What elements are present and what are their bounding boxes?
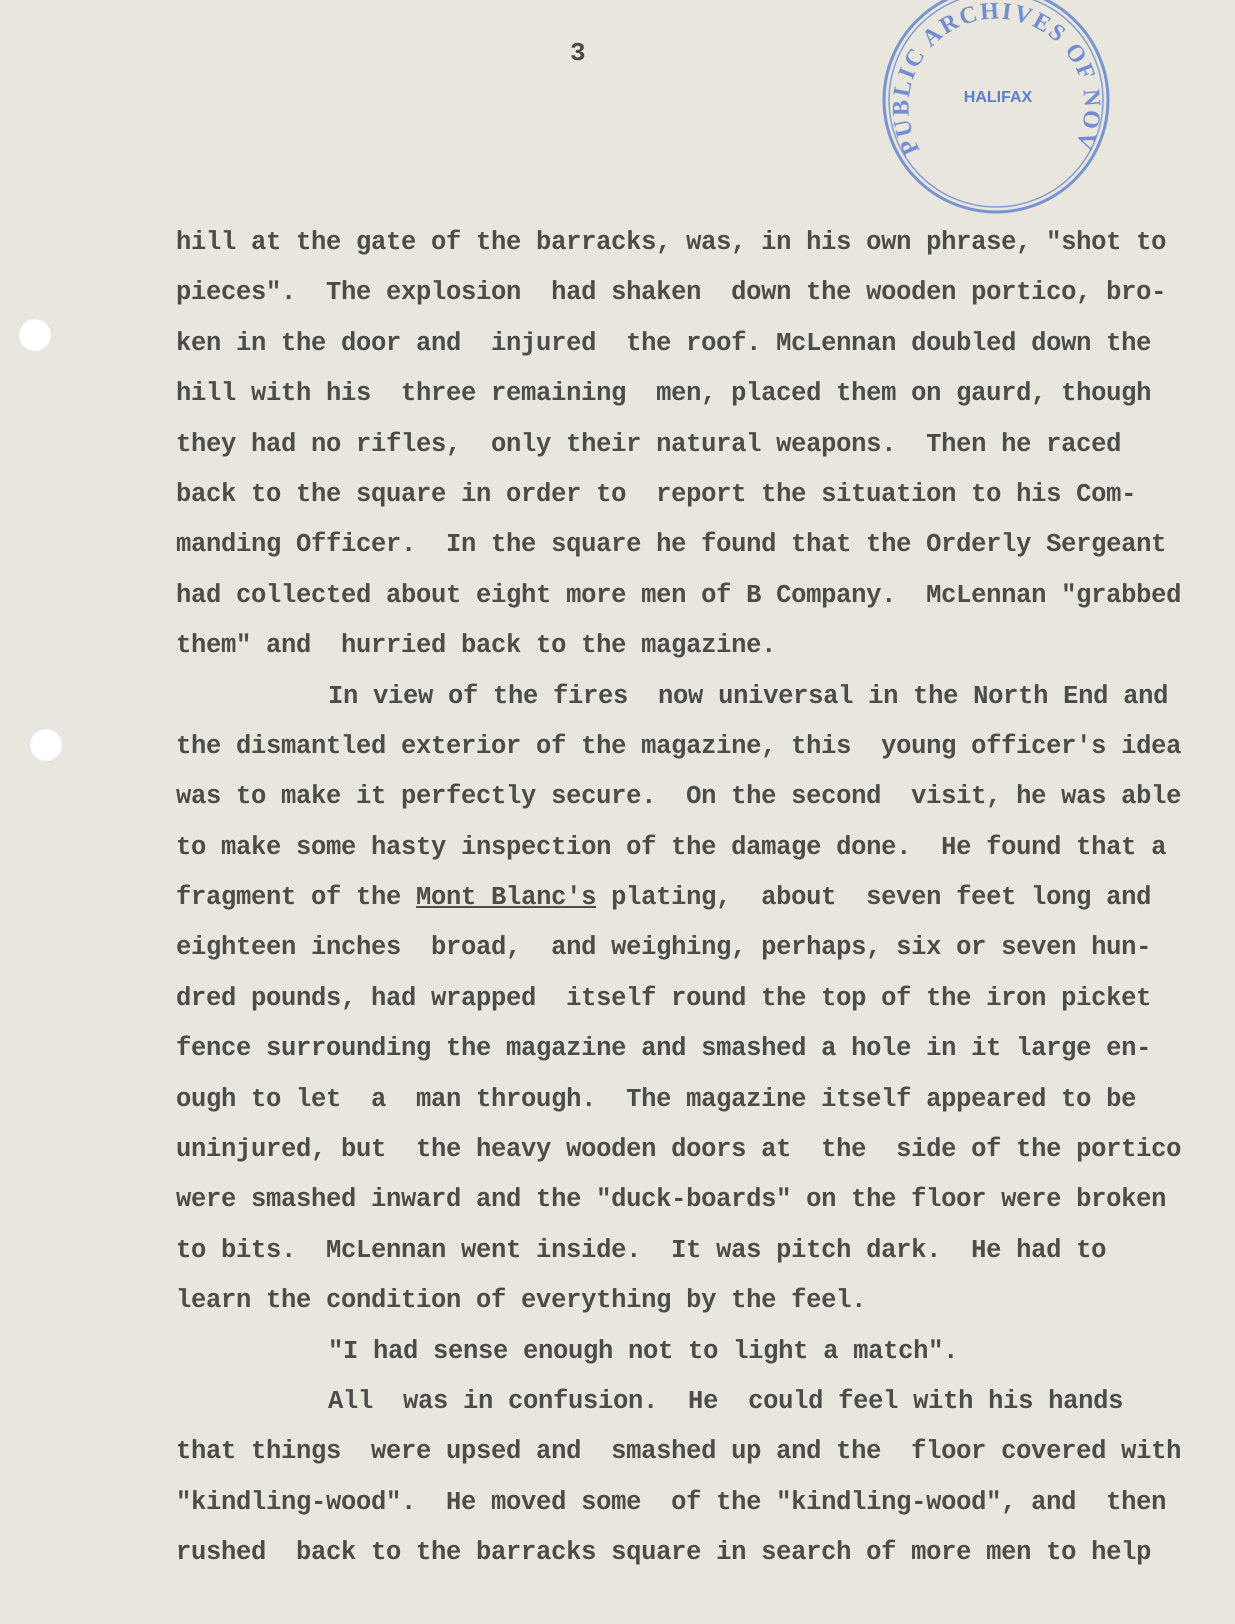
punch-hole: [29, 728, 63, 762]
typed-body: [176, 218, 1186, 1579]
text-segment: ough to let a man through. The magazine itself appeared to be: [176, 1084, 1137, 1114]
underlined-title: Mont Blanc's: [416, 883, 597, 913]
text-segment: All was in confusion. He could feel with his hands: [328, 1386, 1124, 1416]
text-line: [176, 420, 1186, 470]
text-line: [176, 1528, 1186, 1578]
text-segment: pieces". The explosion had shaken down the wooden portico, bro-: [176, 278, 1167, 308]
text-line: [176, 1226, 1186, 1276]
text-segment: they had no rifles, only their natural weapons. Then he raced: [176, 429, 1122, 459]
text-line: [176, 470, 1186, 520]
text-segment: uninjured, but the heavy wooden doors at the side of the portico: [176, 1135, 1182, 1165]
text-line: [176, 873, 1186, 923]
text-segment: rushed back to the barracks square in search of more men to help: [176, 1538, 1152, 1568]
text-segment: them" and hurried back to the magazine.: [176, 631, 777, 661]
text-line: [176, 823, 1186, 873]
text-segment: "kindling-wood". He moved some of the "kindling-wood", and then: [176, 1487, 1167, 1517]
text-segment: plating, about seven feet long and: [596, 883, 1152, 913]
text-segment: fence surrounding the magazine and smashed a hole in it large en-: [176, 1034, 1152, 1064]
text-line: [176, 1377, 1186, 1427]
text-segment: hill at the gate of the barracks, was, in his own phrase, "shot to: [176, 228, 1167, 257]
archive-stamp: [878, 0, 1118, 220]
text-line: [176, 218, 1186, 268]
text-segment: "I had sense enough not to light a match".: [328, 1336, 959, 1366]
text-segment: back to the square in order to report the situation to his Com-: [176, 479, 1137, 509]
text-segment: hill with his three remaining men, placed them on gaurd, though: [176, 379, 1152, 409]
text-line: [176, 1478, 1186, 1528]
text-line: [176, 722, 1186, 772]
text-segment: ken in the door and injured the roof. McLennan doubled down the: [176, 328, 1152, 358]
text-line: [176, 1125, 1186, 1175]
page-number: 3: [570, 38, 586, 68]
text-line: [176, 1276, 1186, 1326]
text-line: [176, 1024, 1186, 1074]
archive-stamp-seal: [878, 0, 1118, 220]
text-line: [176, 621, 1186, 671]
text-line: [176, 520, 1186, 570]
text-segment: fragment of the: [176, 883, 417, 913]
text-segment: In view of the fires now universal in the North End and: [328, 681, 1169, 711]
text-line: [176, 672, 1186, 722]
text-line: [176, 1427, 1186, 1477]
text-line: [176, 571, 1186, 621]
text-line: [176, 1175, 1186, 1225]
text-segment: the dismantled exterior of the magazine, this young officer's idea: [176, 731, 1182, 761]
text-line: [176, 268, 1186, 318]
text-segment: to bits. McLennan went inside. It was pitch dark. He had to: [176, 1235, 1107, 1265]
text-segment: to make some hasty inspection of the damage done. He found that a: [176, 832, 1167, 862]
text-segment: had collected about eight more men of B Company. McLennan "grabbed: [176, 580, 1182, 610]
text-line: [176, 974, 1186, 1024]
punch-hole: [18, 318, 52, 352]
text-line: [176, 772, 1186, 822]
text-line: [176, 1327, 1186, 1377]
text-segment: manding Officer. In the square he found that the Orderly Sergeant: [176, 530, 1167, 560]
text-line: [176, 923, 1186, 973]
text-segment: dred pounds, had wrapped itself round the top of the iron picket: [176, 983, 1152, 1013]
text-segment: that things were upsed and smashed up and the floor covered with: [176, 1437, 1182, 1467]
svg-text:HALIFAX: HALIFAX: [963, 89, 1033, 106]
text-line: [176, 1075, 1186, 1125]
text-line: [176, 369, 1186, 419]
text-segment: was to make it perfectly secure. On the second visit, he was able: [176, 782, 1182, 812]
text-line: [176, 319, 1186, 369]
text-segment: learn the condition of everything by the feel.: [176, 1286, 867, 1316]
text-segment: were smashed inward and the "duck-boards" on the floor were broken: [176, 1185, 1167, 1215]
svg-text:PUBLIC ARCHIVES OF NOVA SCOTIA: PUBLIC ARCHIVES OF NOV: [888, 0, 1106, 159]
text-segment: eighteen inches broad, and weighing, perhaps, six or seven hun-: [176, 933, 1152, 963]
